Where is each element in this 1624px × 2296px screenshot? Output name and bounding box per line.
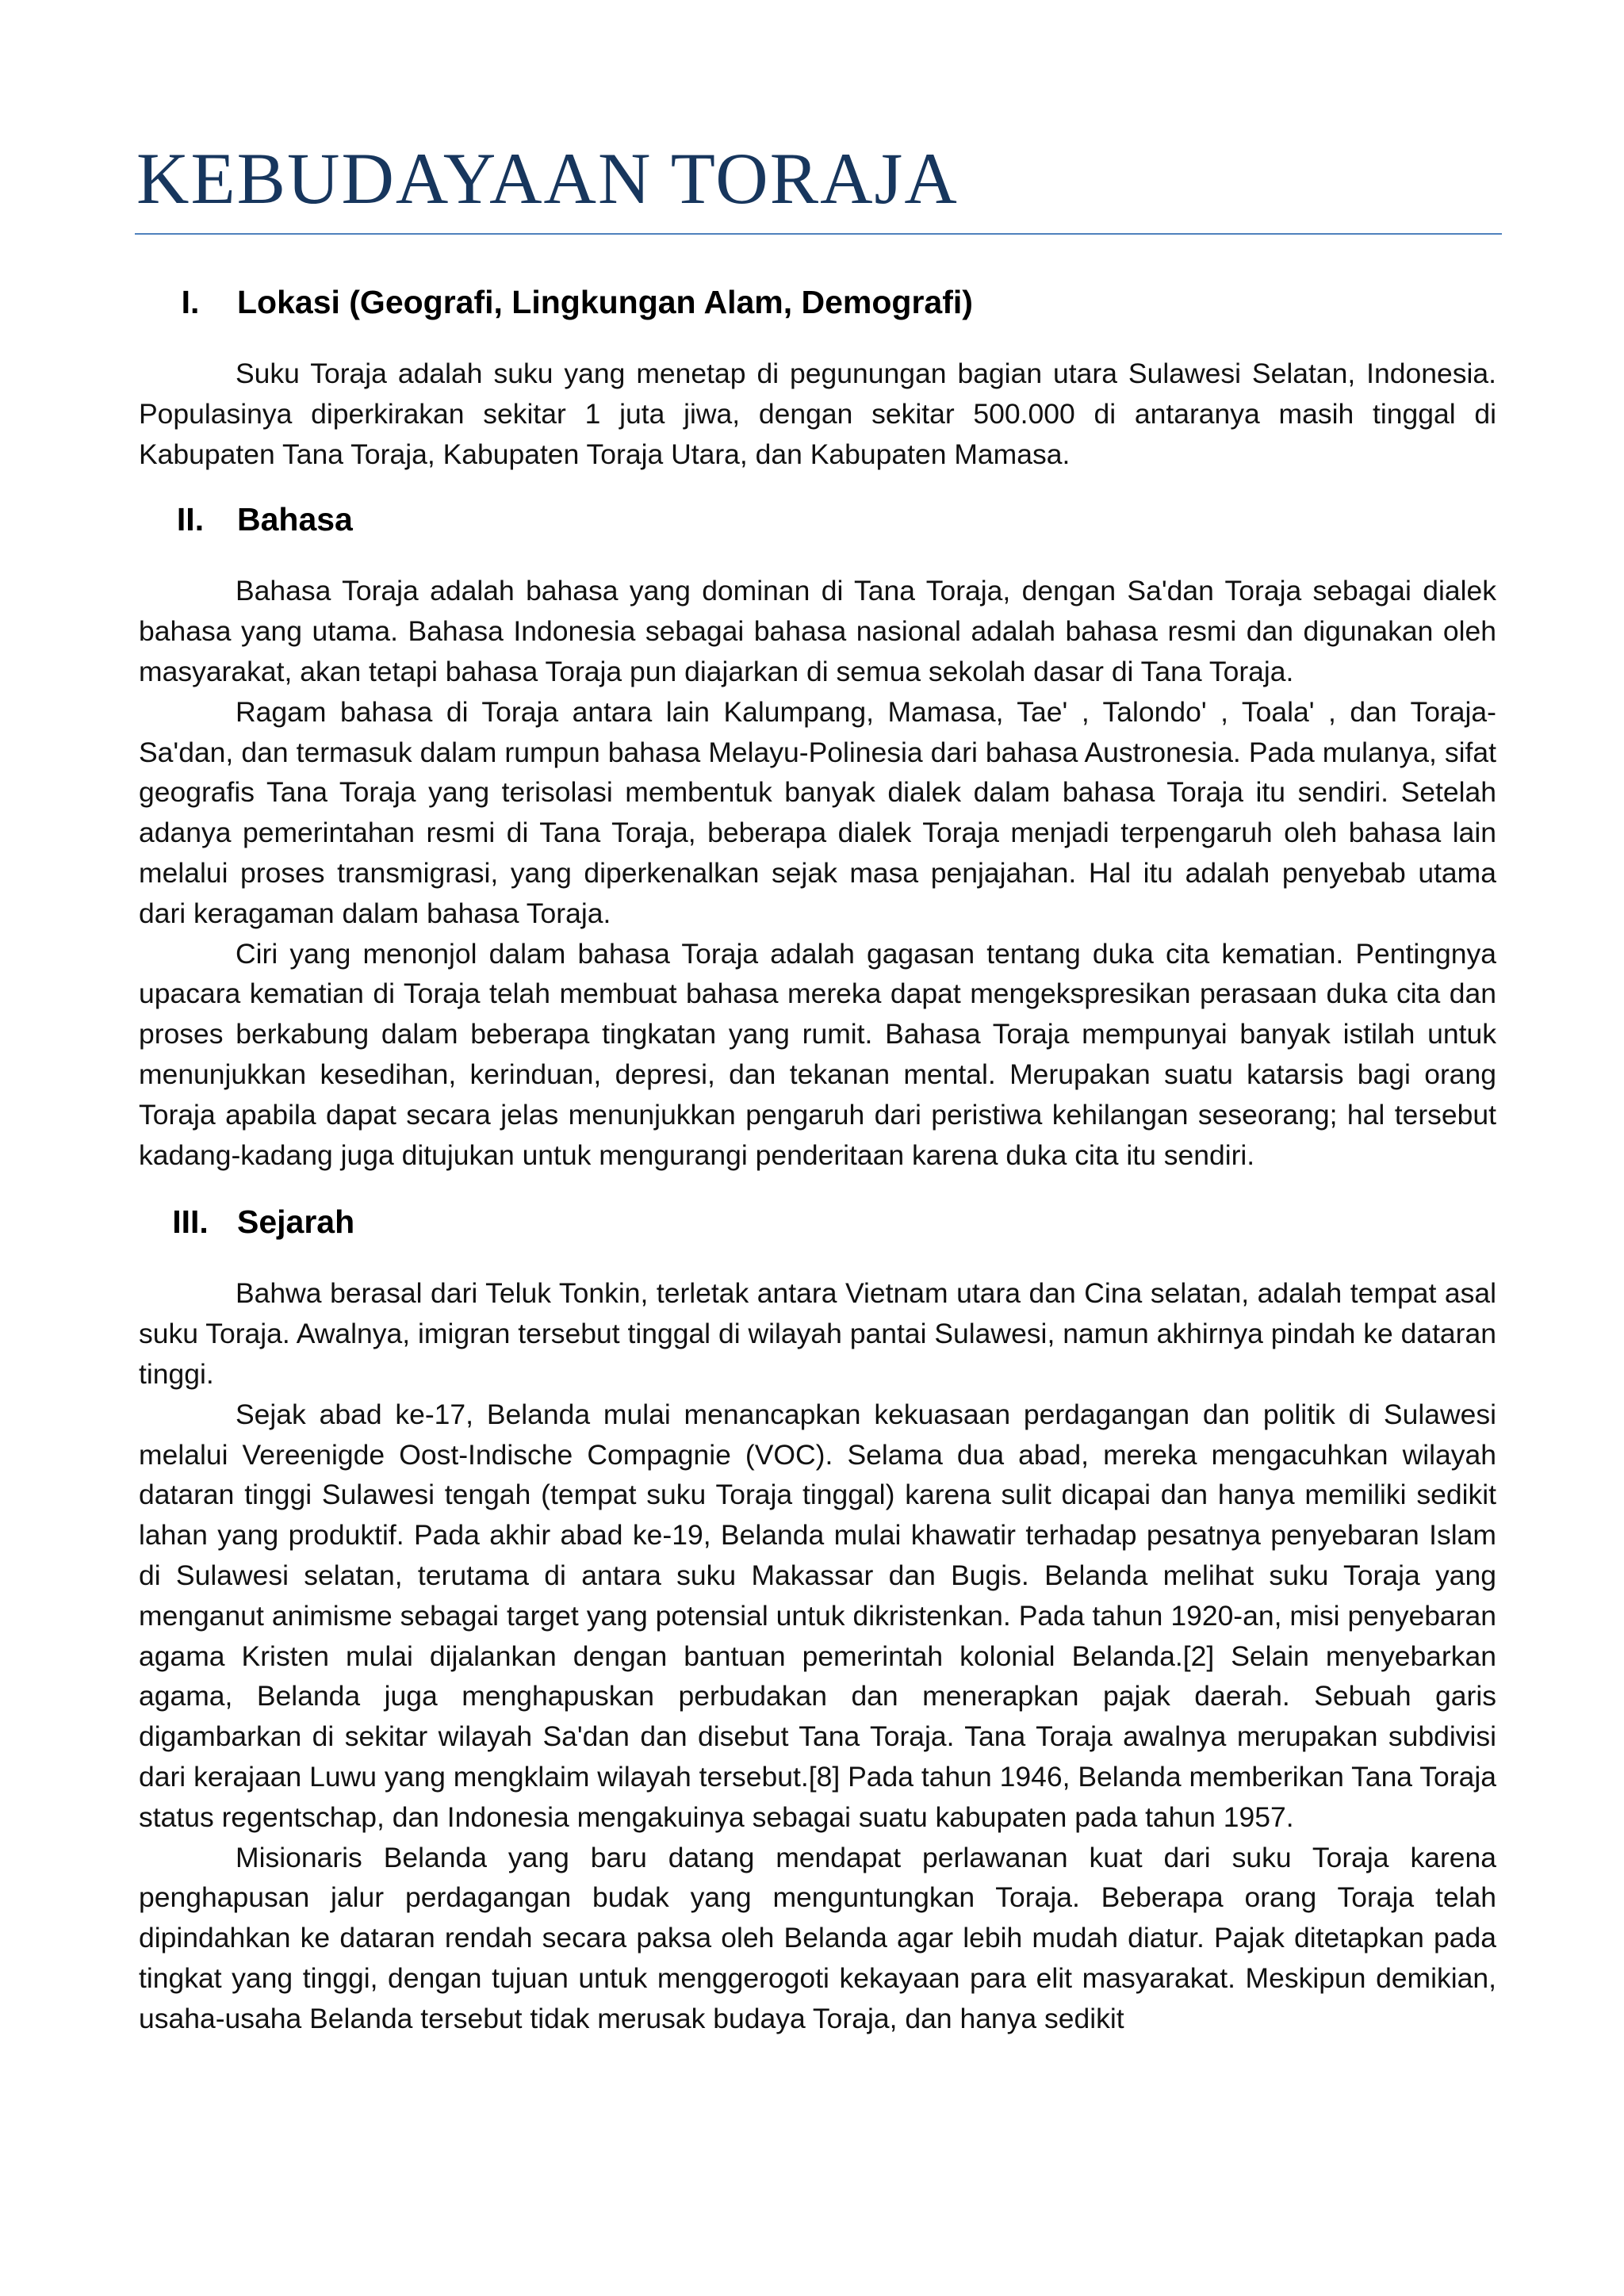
section-heading xyxy=(139,1197,1496,1246)
section-title: Bahasa xyxy=(237,501,353,538)
paragraph: Bahwa berasal dari Teluk Tonkin, terletak antara Vietnam utara dan Cina selatan, adalah tempat asal suku Toraja. Awalnya, imigran tersebut tinggal di wilayah pantai Sulawesi, namun akhirnya pindah ke dataran tinggi. xyxy=(139,1277,1496,1390)
section-number: II. xyxy=(176,501,205,538)
paragraph: Suku Toraja adalah suku yang menetap di pegunungan bagian utara Sulawesi Selatan, Indonesia. Populasinya diperkirakan sekitar 1 juta jiwa, dengan sekitar 500.000 di antaranya masih tinggal di Kabupaten Tana Toraja, Kabupaten Toraja Utara, dan Kabupaten Mamasa. xyxy=(139,358,1496,470)
document-body xyxy=(139,277,1496,2038)
paragraph: Ragam bahasa di Toraja antara lain Kalumpang, Mamasa, Tae' , Talondo' , Toala' , dan Toraja-Sa'dan, dan termasuk dalam rumpun bahasa Melayu-Polinesia dari bahasa Austronesia. Pada mulanya, sifat geografis Tana Toraja yang terisolasi membentuk banyak dialek dalam bahasa Toraja itu sendiri. Setelah adanya pemerintahan resmi di Tana Toraja, beberapa dialek Toraja menjadi terpengaruh oleh bahasa lain melalui proses transmigrasi, yang diperkenalkan sejak masa penjajahan. Hal itu adalah penyebab utama dari keragaman dalam bahasa Toraja. xyxy=(139,695,1496,929)
section-number: I. xyxy=(181,284,200,320)
paragraph: Sejak abad ke-17, Belanda mulai menancapkan kekuasaan perdagangan dan politik di Sulawesi melalui Vereenigde Oost-Indische Compagnie (VOC). Selama dua abad, mereka mengacuhkan wilayah dataran tinggi Sulawesi tengah (tempat suku Toraja tinggal) karena sulit dicapai dan hanya memiliki sedikit lahan yang produktif. Pada akhir abad ke-19, Belanda mulai khawatir terhadap pesatnya penyebaran Islam di Sulawesi selatan, terutama di antara suku Makassar dan Bugis. Belanda melihat suku Toraja yang menganut animisme sebagai target yang potensial untuk dikristenkan. Pada tahun 1920-an, misi penyebaran agama Kristen mulai dijalankan dengan bantuan pemerintah kolonial Belanda.[2] Selain menyebarkan agama, Belanda juga menghapuskan perbudakan dan menerapkan pajak daerah. Sebuah garis digambarkan di sekitar wilayah Sa'dan dan disebut Tana Toraja. Tana Toraja awalnya merupakan subdivisi dari kerajaan Luwu yang mengklaim wilayah tersebut.[8] Pada tahun 1946, Belanda memberikan Tana Toraja status regentschap, dan Indonesia mengakuinya sebagai suatu kabupaten pada tahun 1957. xyxy=(139,1398,1496,1833)
section-title: Sejarah xyxy=(237,1203,355,1241)
paragraph: Misionaris Belanda yang baru datang mendapat perlawanan kuat dari suku Toraja karena penghapusan jalur perdagangan budak yang menguntungkan Toraja. Beberapa orang Toraja telah dipindahkan ke dataran rendah secara paksa oleh Belanda agar lebih mudah diatur. Pajak ditetapkan pada tingkat yang tinggi, dengan tujuan untuk menggerogoti kekayaan para elit masyarakat. Meskipun demikian, usaha-usaha Belanda tersebut tidak merusak budaya Toraja, dan hanya sedikit xyxy=(139,1841,1496,2034)
section-title: Lokasi (Geografi, Lingkungan Alam, Demografi) xyxy=(237,284,973,320)
section-bahasa xyxy=(139,495,1496,1175)
section-heading xyxy=(139,277,1496,327)
section-lokasi xyxy=(139,277,1496,474)
title-underline xyxy=(135,233,1502,235)
document-title: KEBUDAYAAN TORAJA xyxy=(136,138,959,219)
section-heading xyxy=(139,495,1496,544)
section-number: III. xyxy=(172,1203,209,1241)
paragraph: Ciri yang menonjol dalam bahasa Toraja adalah gagasan tentang duka cita kematian. Pentingnya upacara kematian di Toraja telah membuat bahasa mereka dapat mengekspresikan perasaan duka cita dan proses berkabung dalam beberapa tingkatan yang rumit. Bahasa Toraja mempunyai banyak istilah untuk menunjukkan kesedihan, kerinduan, depresi, dan tekanan mental. Merupakan suatu katarsis bagi orang Toraja apabila dapat secara jelas menunjukkan pengaruh dari peristiwa kehilangan seseorang; hal tersebut kadang-kadang juga ditujukan untuk mengurangi penderitaan karena duka cita itu sendiri. xyxy=(139,937,1496,1171)
section-sejarah xyxy=(139,1197,1496,2038)
paragraph: Bahasa Toraja adalah bahasa yang dominan di Tana Toraja, dengan Sa'dan Toraja sebagai dialek bahasa yang utama. Bahasa Indonesia sebagai bahasa nasional adalah bahasa resmi dan digunakan oleh masyarakat, akan tetapi bahasa Toraja pun diajarkan di semua sekolah dasar di Tana Toraja. xyxy=(139,575,1496,687)
